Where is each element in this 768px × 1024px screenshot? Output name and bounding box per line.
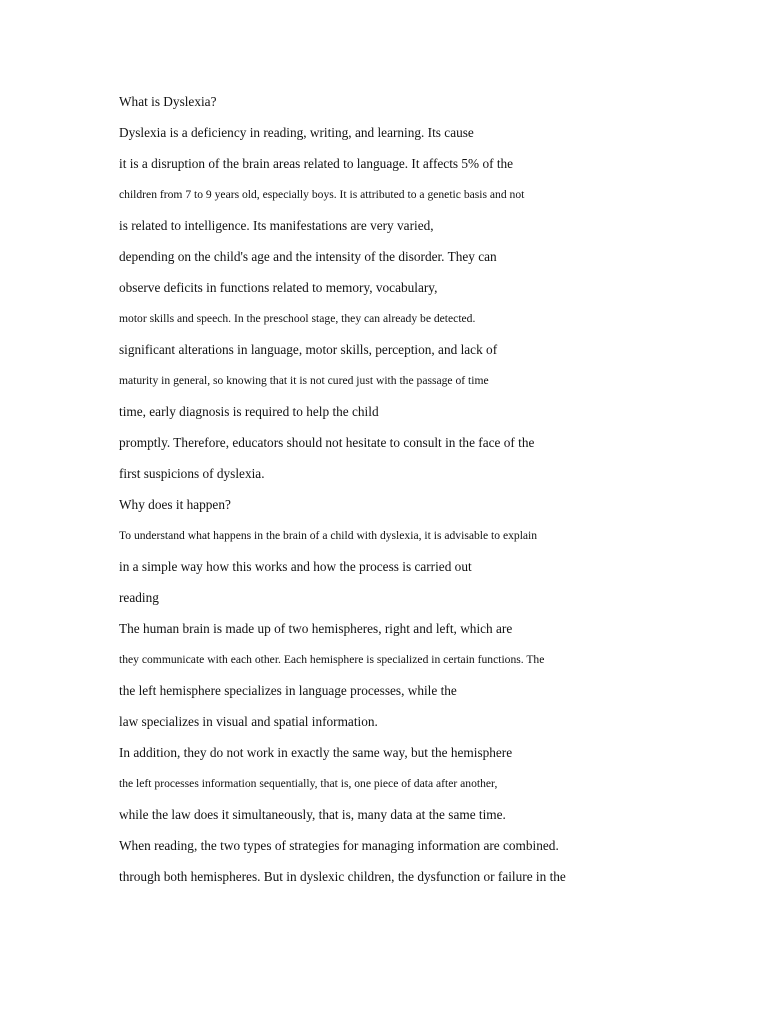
text-line: first suspicions of dyslexia. bbox=[119, 466, 265, 481]
text-line: time, early diagnosis is required to help the child bbox=[119, 404, 379, 419]
text-line: When reading, the two types of strategies for managing information are combined. bbox=[119, 838, 559, 853]
text-line: significant alterations in language, motor skills, perception, and lack of bbox=[119, 342, 498, 357]
text-line: The human brain is made up of two hemispheres, right and left, which are bbox=[119, 621, 513, 636]
text-line: Dyslexia is a deficiency in reading, writing, and learning. Its cause bbox=[119, 125, 474, 140]
text-line: depending on the child's age and the intensity of the disorder. They can bbox=[119, 249, 497, 264]
text-line: To understand what happens in the brain of a child with dyslexia, it is advisable to explain bbox=[119, 529, 538, 542]
text-line: while the law does it simultaneously, that is, many data at the same time. bbox=[119, 807, 506, 822]
text-line: law specializes in visual and spatial information. bbox=[119, 714, 378, 729]
text-line: promptly. Therefore, educators should not hesitate to consult in the face of the bbox=[119, 435, 535, 450]
text-line: children from 7 to 9 years old, especially boys. It is attributed to a genetic basis and not bbox=[119, 188, 525, 201]
text-line: observe deficits in functions related to memory, vocabulary, bbox=[119, 280, 438, 295]
text-line: is related to intelligence. Its manifestations are very varied, bbox=[119, 218, 434, 233]
text-line: the left hemisphere specializes in language processes, while the bbox=[119, 683, 457, 698]
text-line: reading bbox=[119, 590, 159, 605]
text-line: in a simple way how this works and how the process is carried out bbox=[119, 559, 472, 574]
text-line: motor skills and speech. In the preschool stage, they can already be detected. bbox=[119, 312, 476, 325]
text-line: it is a disruption of the brain areas related to language. It affects 5% of the bbox=[119, 156, 514, 171]
heading-why-does-it-happen: Why does it happen? bbox=[119, 497, 231, 512]
text-line: In addition, they do not work in exactly the same way, but the hemisphere bbox=[119, 745, 513, 760]
text-line: they communicate with each other. Each hemisphere is specialized in certain functions. The bbox=[119, 653, 545, 666]
text-line: maturity in general, so knowing that it is not cured just with the passage of time bbox=[119, 374, 489, 387]
heading-what-is-dyslexia: What is Dyslexia? bbox=[119, 94, 217, 109]
text-line: through both hemispheres. But in dyslexic children, the dysfunction or failure in the bbox=[119, 869, 566, 884]
text-line: the left processes information sequentially, that is, one piece of data after another, bbox=[119, 777, 498, 790]
